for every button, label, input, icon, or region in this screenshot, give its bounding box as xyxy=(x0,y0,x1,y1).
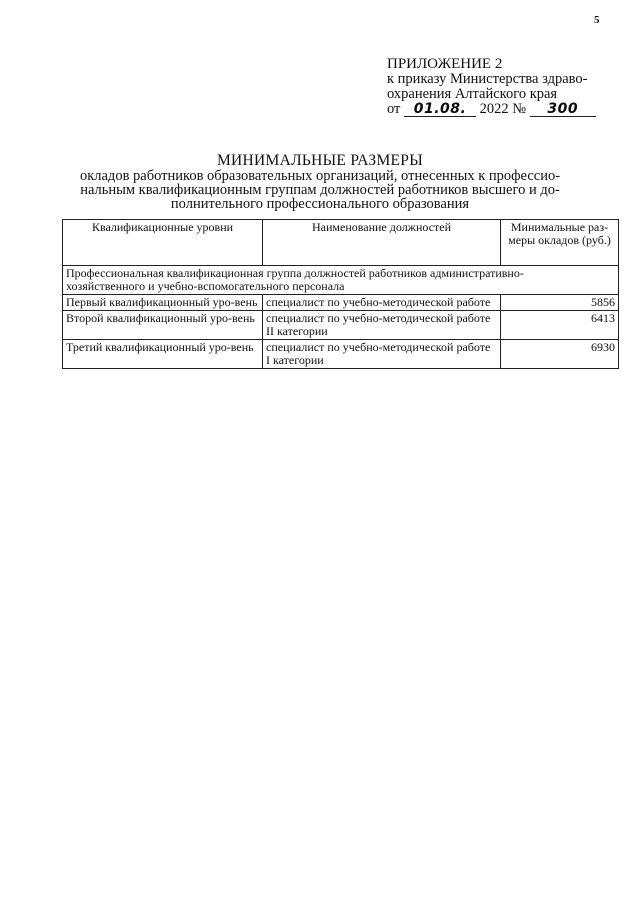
group-title-line-2: хозяйственного и учебно-вспомогательного персонала xyxy=(66,279,345,293)
row-position: специалист по учебно-методической работе I категории xyxy=(263,340,501,369)
document-title xyxy=(0,153,640,211)
title-line-3: полнительного профессионального образования xyxy=(170,196,470,212)
row-salary: 6930 xyxy=(501,340,619,369)
year-number-label: 2022 № xyxy=(479,101,527,117)
row-position: специалист по учебно-методической работе II категории xyxy=(263,311,501,340)
title-main: МИНИМАЛЬНЫЕ РАЗМЕРЫ xyxy=(216,152,424,169)
row-salary: 6413 xyxy=(501,311,619,340)
appendix-order-line-2: охранения Алтайского края xyxy=(387,86,558,102)
group-title-line-1: Профессиональная квалификационная группа должностей работников административно- xyxy=(66,266,524,280)
row-level: Первый квалификационный уро-вень xyxy=(63,295,263,311)
handwritten-order-number: 300 xyxy=(530,103,596,117)
page-number: 5 xyxy=(594,14,600,26)
appendix-date-line xyxy=(387,102,627,117)
header-minimum-salary: Минимальные раз-меры окладов (руб.) xyxy=(501,220,619,266)
table-row xyxy=(63,311,619,340)
date-prefix: от xyxy=(387,101,401,117)
title-line-1: окладов работников образовательных организаций, отнесенных к профессио- xyxy=(79,168,561,184)
table-row xyxy=(63,295,619,311)
appendix-order-line-1: к приказу Министерства здраво- xyxy=(387,71,588,87)
header-qualification-levels: Квалификационные уровни xyxy=(63,220,263,266)
appendix-heading: ПРИЛОЖЕНИЕ 2 xyxy=(387,56,503,72)
row-level: Третий квалификационный уро-вень xyxy=(63,340,263,369)
row-position: специалист по учебно-методической работе xyxy=(263,295,501,311)
title-line-2: нальным квалификационным группам должностей работников высшего и до- xyxy=(80,182,560,198)
group-row xyxy=(63,266,619,295)
row-level: Второй квалификационный уро-вень xyxy=(63,311,263,340)
row-salary: 5856 xyxy=(501,295,619,311)
table-header-row xyxy=(63,220,619,266)
table-row xyxy=(63,340,619,369)
header-position-names: Наименование должностей xyxy=(263,220,501,266)
handwritten-date: 01.08. xyxy=(404,103,476,117)
salary-table xyxy=(62,219,619,369)
appendix-block xyxy=(387,57,627,117)
group-title xyxy=(63,266,619,295)
